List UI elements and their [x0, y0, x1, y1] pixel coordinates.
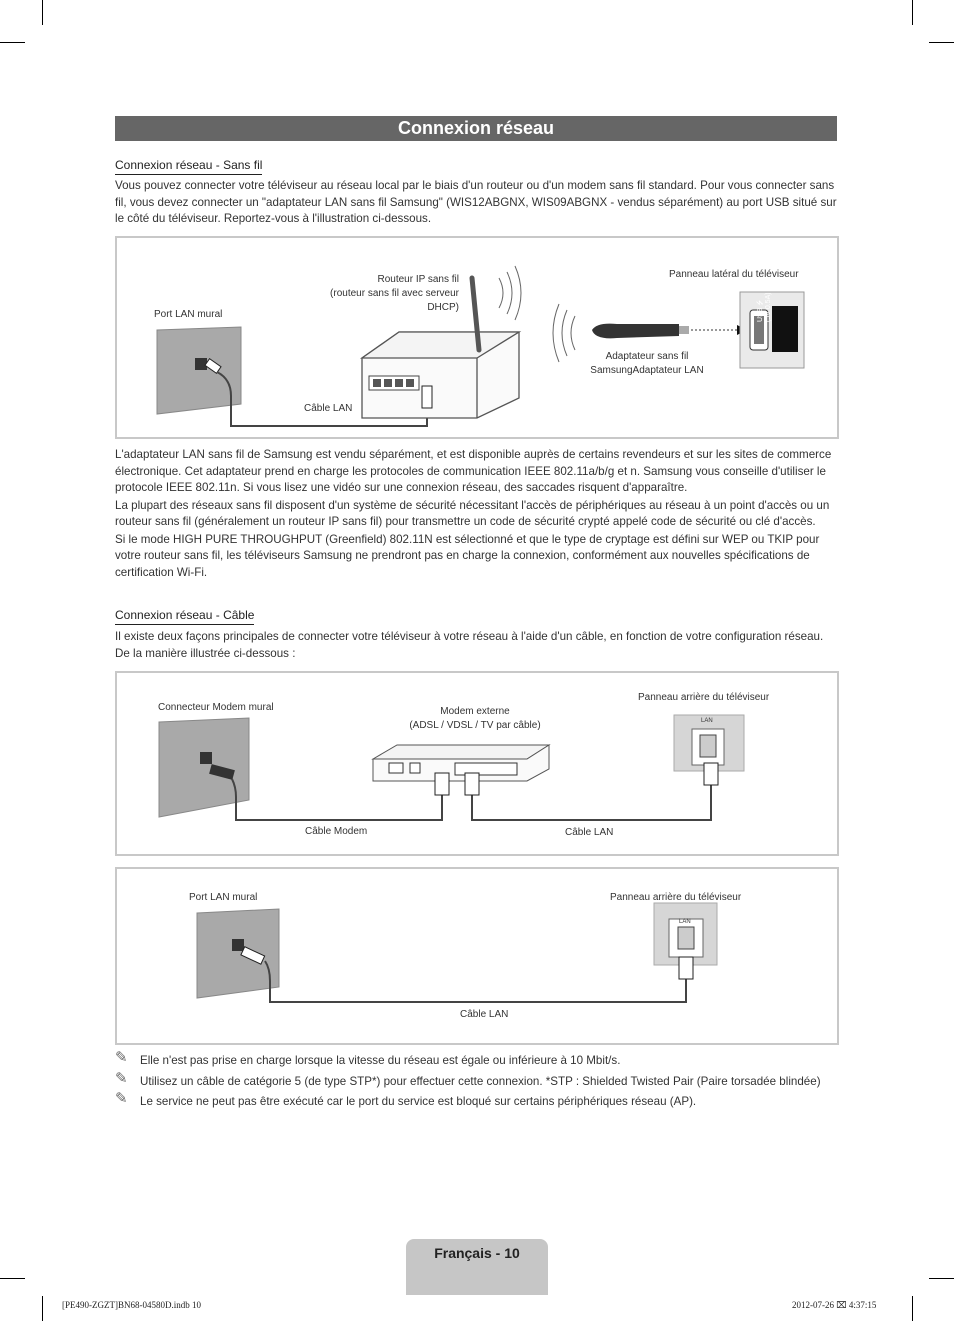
pencil-icon: ✎: [115, 1090, 128, 1107]
wall-lan-socket: [195, 358, 207, 370]
crop-mark: [42, 0, 43, 25]
modem-port: [389, 763, 403, 773]
label-wall-port: Port LAN mural: [154, 309, 223, 320]
label-router: Routeur IP sans fil (routeur sans fil avec serveur DHCP): [330, 274, 459, 313]
wall-lan-socket: [232, 939, 244, 951]
router-port: [373, 379, 381, 387]
crop-mark: [929, 42, 954, 43]
wifi-wave: [571, 316, 575, 350]
modem-cable-line: [232, 779, 442, 820]
label-lan-cable: Câble LAN: [304, 403, 353, 414]
wireless-intro: Vous pouvez connecter votre téléviseur au réseau local par le biais d'un routeur ou d'un modem sans fil standard. Pour vous connecter sans fil, vous devez connecter un "adaptateur LAN sans fil Samsung" (WIS12ABGNX, WIS09ABGNX - vendus séparément) au port USB situé sur le côté du téléviseur. Reportez-vous à l'illustration ci-dessous.: [115, 179, 837, 225]
rj45-plug: [435, 773, 449, 795]
wall-panel: [197, 909, 279, 998]
rj45-plug: [422, 386, 432, 408]
wireless-notes: [115, 447, 839, 582]
label-wall-port: Port LAN mural: [189, 892, 258, 903]
footer-file: [PE490-ZGZT]BN68-04580D.indb 10: [62, 1300, 201, 1310]
label-adapter: Adaptateur sans fil SamsungAdaptateur LAN: [590, 351, 704, 376]
wifi-wave: [553, 304, 559, 362]
note-item: ✎ Elle n'est pas prise en charge lorsque la vitesse du réseau est égale ou inférieure à 10 Mbit/s.: [115, 1049, 621, 1067]
tv-lan-port-inner: [678, 927, 694, 949]
tv-lan-port-label: LAN: [701, 718, 713, 724]
usb-connector: [679, 326, 689, 334]
crop-mark: [912, 0, 913, 25]
paragraph: L'adaptateur LAN sans fil de Samsung est vendu séparément, et est disponible auprès de certains revendeurs et sur les sites de commerce électronique. Cet adaptateur prend en charge les protocoles de communication IEEE 802.11a/b/g et n. Samsung vous conseille d'utiliser le protocole IEEE 802.11n. Si vous lisez une vidéo sur une connexion réseau, des saccades risquent d'apparaître.: [115, 448, 832, 494]
wall-panel: [157, 327, 241, 414]
label-tv-back: Panneau arrière du téléviseur: [610, 892, 742, 903]
wired-intro: Il existe deux façons principales de connecter votre téléviseur à votre réseau à l'aide d'un câble, en fonction de votre configuration réseau. De la manière illustrée ci-dessous :: [115, 630, 824, 660]
router-port: [406, 379, 414, 387]
wireless-adapter: [592, 324, 679, 339]
notes-list: [115, 1049, 839, 1116]
modem-lan-ports: [455, 763, 517, 775]
usb-port-label: USB ⭍ (5V 0.5A): [757, 292, 772, 322]
page-number-tab: Français - 10: [406, 1239, 548, 1295]
label-lan-cable: Câble LAN: [565, 827, 614, 838]
note-item: ✎ Utilisez un câble de catégorie 5 (de type STP*) pour effectuer cette connexion. *STP : Shielded Twisted Pair (Paire torsadée blindée): [115, 1069, 821, 1088]
rj45-plug: [679, 957, 693, 979]
paragraph: Si le mode HIGH PURE THROUGHPUT (Greenfield) 802.11N est sélectionné et que le type de cryptage est défini sur WEP ou TKIP pour votre routeur sans fil, les téléviseurs Samsung ne prendront pas en charge la connexion, conformément aux nouvelles spécifications de certification Wi-Fi.: [115, 532, 820, 579]
router-port: [395, 379, 403, 387]
label-wall-modem: Connecteur Modem mural: [158, 702, 274, 713]
crop-mark: [0, 42, 25, 43]
tv-lan-port-inner: [700, 735, 716, 757]
crop-mark: [42, 1296, 43, 1321]
label-modem: Modem externe (ADSL / VDSL / TV par câble): [409, 706, 541, 731]
usb-label-plate: [772, 306, 798, 352]
wifi-wave: [499, 278, 503, 308]
pencil-icon: ✎: [115, 1069, 128, 1087]
wired-diagram-modem: [115, 671, 839, 856]
modem-top: [373, 745, 549, 759]
wireless-heading: Connexion réseau - Sans fil: [115, 158, 262, 175]
label-modem-cable: Câble Modem: [305, 826, 368, 837]
wired-diagram-wall: [115, 867, 839, 1045]
wall-modem-socket: [200, 752, 212, 764]
router-port: [384, 379, 392, 387]
rj45-plug: [704, 763, 718, 785]
crop-mark: [912, 1296, 913, 1321]
pencil-icon: ✎: [115, 1049, 128, 1066]
modem-port: [410, 763, 420, 773]
wifi-wave: [507, 272, 512, 314]
lan-cable-line: [472, 783, 711, 820]
rj45-plug: [465, 773, 479, 795]
label-lan-cable: Câble LAN: [460, 1009, 509, 1020]
label-tv-side: Panneau latéral du téléviseur: [669, 269, 799, 280]
crop-mark: [929, 1278, 954, 1279]
lan-cable-line: [265, 961, 686, 1002]
wired-heading: Connexion réseau - Câble: [115, 608, 254, 625]
footer-timestamp: 2012-07-26 ⌧ 4:37:15: [792, 1300, 877, 1310]
note-item: ✎ Le service ne peut pas être exécuté car le port du service est bloqué sur certains périphériques réseau (AP).: [115, 1090, 697, 1108]
paragraph: La plupart des réseaux sans fil disposent d'un système de sécurité nécessitant l'accès de périphériques au réseau à un point d'accès ou un routeur sans fil (généralement un routeur IP sans fil) pour transmettre un code de sécurité crypté appelé code de sécurité ou clé d'accès.: [115, 498, 830, 528]
wireless-diagram: [115, 236, 839, 439]
label-tv-back: Panneau arrière du téléviseur: [638, 692, 770, 703]
page-title: Connexion réseau: [115, 116, 837, 141]
tv-lan-port-label: LAN: [679, 919, 691, 925]
crop-mark: [0, 1278, 25, 1279]
wifi-wave: [515, 266, 521, 320]
